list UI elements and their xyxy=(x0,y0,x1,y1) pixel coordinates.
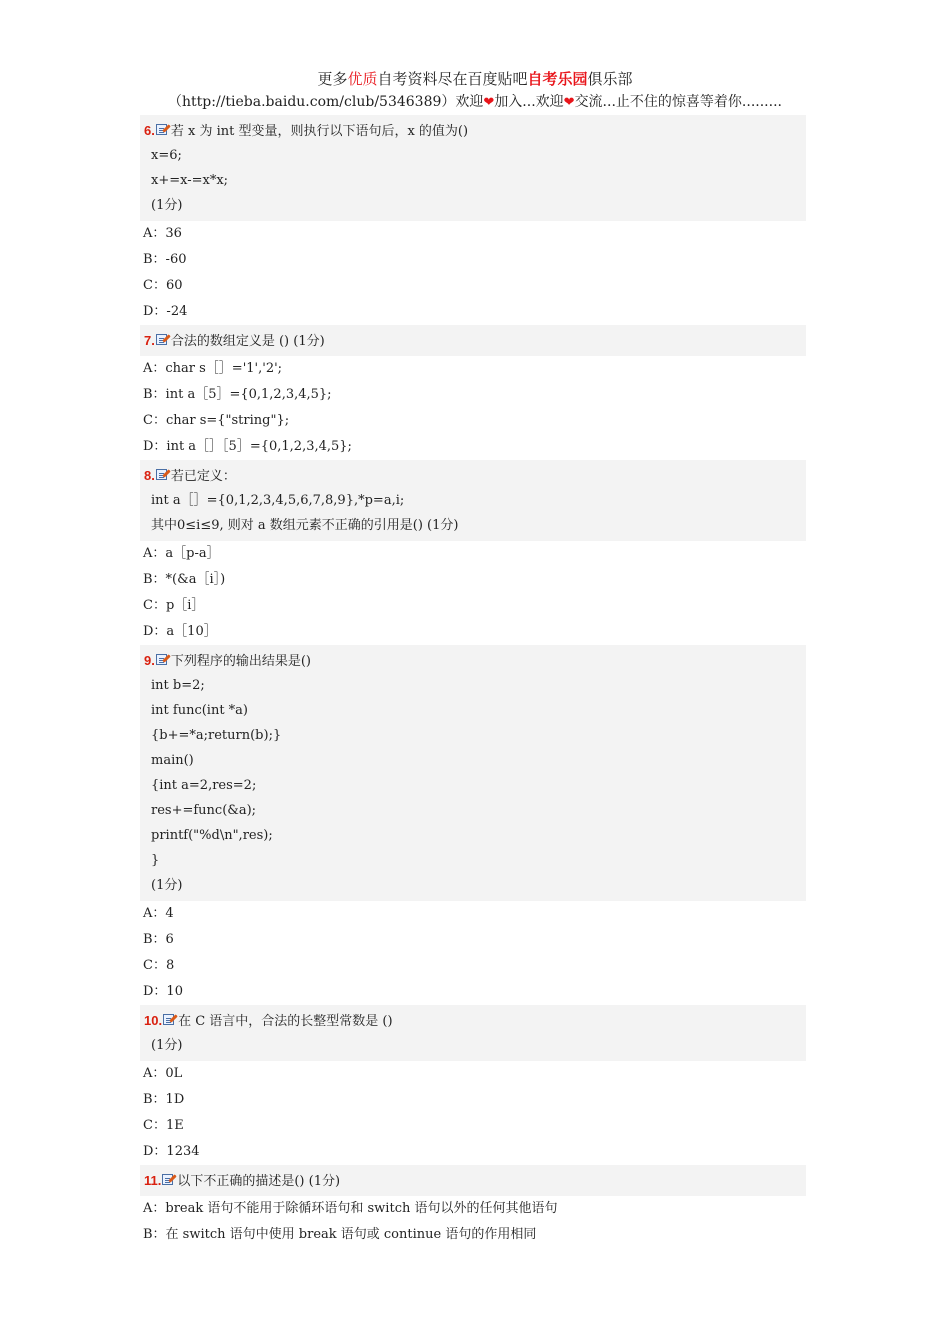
answer-option: C：p［i］ xyxy=(143,598,205,613)
question-line xyxy=(144,698,806,723)
question-text: 若已定义： xyxy=(170,469,236,484)
question-block xyxy=(140,645,806,901)
question-line xyxy=(144,673,806,698)
question-text: int func(int *a) xyxy=(151,703,249,718)
answer-option: B：6 xyxy=(143,932,174,947)
heart-icon: ❤ xyxy=(563,95,575,110)
question-text: 若 x 为 int 型变量，则执行以下语句后，x 的值为() xyxy=(170,124,469,139)
question-line xyxy=(144,748,806,773)
question-text: x=6; xyxy=(151,148,182,163)
question-text: printf("%d\n",res); xyxy=(151,828,273,843)
header-text: ）欢迎 xyxy=(441,94,484,110)
question-text: 在 C 语言中，合法的长整型常数是 () xyxy=(178,1014,393,1029)
answer-option: D：-24 xyxy=(143,304,188,319)
header-brand-text: 自考乐园 xyxy=(527,70,588,88)
header-text: 交流...止不住的惊喜等着你......... xyxy=(574,94,782,110)
answer-option: B：int a［5］={0,1,2,3,4,5}; xyxy=(143,387,332,402)
answer-option: D：int a［］［5］={0,1,2,3,4,5}; xyxy=(143,439,352,454)
question-number: 9. xyxy=(144,653,155,668)
question-stem xyxy=(144,118,806,143)
question-text: 以下不正确的描述是() (1分) xyxy=(177,1174,341,1189)
question-stem xyxy=(144,648,806,673)
question-number: 10. xyxy=(144,1013,163,1028)
question-block xyxy=(140,1165,806,1196)
header-text: 加入...欢迎 xyxy=(494,94,564,110)
question-line xyxy=(144,1033,806,1058)
question-text: int b=2; xyxy=(151,678,205,693)
edit-note-icon xyxy=(156,468,170,481)
answer-option: D：10 xyxy=(143,984,183,999)
answer-option: B：*(&a［i］) xyxy=(143,572,226,587)
question-line xyxy=(144,873,806,898)
header-link-line xyxy=(0,91,950,111)
header-promo-line xyxy=(0,68,950,89)
question-text: int a［］={0,1,2,3,4,5,6,7,8,9},*p=a,i; xyxy=(151,493,405,508)
question-text: } xyxy=(151,853,160,868)
edit-note-icon xyxy=(156,653,170,666)
answer-option: C：60 xyxy=(143,278,183,293)
question-text: (1分) xyxy=(151,1038,183,1053)
answer-option: D：a［10］ xyxy=(143,624,217,639)
answer-option: A：a［p-a］ xyxy=(143,546,220,561)
question-text: res+=func(&a); xyxy=(151,803,257,818)
answer-option: D：1234 xyxy=(143,1144,200,1159)
question-text: main() xyxy=(151,753,194,768)
question-line xyxy=(144,723,806,748)
answer-option: A：break 语句不能用于除循环语句和 switch 语句以外的任何其他语句 xyxy=(143,1201,558,1216)
question-line xyxy=(144,798,806,823)
question-line xyxy=(144,168,806,193)
question-block xyxy=(140,460,806,541)
question-text: 合法的数组定义是 () (1分) xyxy=(170,334,325,349)
answer-option: A：36 xyxy=(143,226,182,241)
question-line xyxy=(144,848,806,873)
question-text: {int a=2,res=2; xyxy=(151,778,257,793)
edit-note-icon xyxy=(162,1173,176,1186)
answer-option: A：0L xyxy=(143,1066,183,1081)
header-highlight-text: 优质 xyxy=(347,70,378,88)
answer-option: C：8 xyxy=(143,958,175,973)
answer-option: B：在 switch 语句中使用 break 语句或 continue 语句的作用相同 xyxy=(143,1227,537,1242)
question-text: (1分) xyxy=(151,198,183,213)
answer-option: C：char s={"string"}; xyxy=(143,413,290,428)
question-stem xyxy=(144,1008,806,1033)
question-block xyxy=(140,325,806,356)
question-text: (1分) xyxy=(151,878,183,893)
question-stem xyxy=(144,463,806,488)
question-text: 下列程序的输出结果是() xyxy=(170,654,311,669)
answer-option: B：1D xyxy=(143,1092,185,1107)
heart-icon: ❤ xyxy=(483,95,495,110)
header-text: 自考资料尽在百度贴吧 xyxy=(377,70,528,88)
question-stem xyxy=(144,1168,806,1193)
header-text: 俱乐部 xyxy=(587,70,633,88)
question-block xyxy=(140,1005,806,1061)
answer-option: A：4 xyxy=(143,906,174,921)
question-text: x+=x-=x*x; xyxy=(151,173,229,188)
question-stem xyxy=(144,328,806,353)
answer-option: C：1E xyxy=(143,1118,184,1133)
question-list xyxy=(140,115,806,1248)
header-text: 更多 xyxy=(317,70,348,88)
question-line xyxy=(144,823,806,848)
club-link[interactable]: http://tieba.baidu.com/club/5346389 xyxy=(182,94,442,110)
edit-note-icon xyxy=(156,333,170,346)
question-line xyxy=(144,773,806,798)
question-text: 其中0≤i≤9, 则对 a 数组元素不正确的引用是() (1分) xyxy=(151,518,459,533)
answer-option: A：char s［］='1','2'; xyxy=(143,361,283,376)
question-number: 7. xyxy=(144,333,155,348)
question-line xyxy=(144,488,806,513)
question-line xyxy=(144,143,806,168)
question-line xyxy=(144,513,806,538)
question-number: 6. xyxy=(144,123,155,138)
answer-option: B：-60 xyxy=(143,252,187,267)
edit-note-icon xyxy=(163,1013,177,1026)
header-text: （ xyxy=(168,94,183,110)
question-number: 11. xyxy=(144,1173,162,1188)
question-line xyxy=(144,193,806,218)
question-block xyxy=(140,115,806,221)
edit-note-icon xyxy=(156,123,170,136)
question-number: 8. xyxy=(144,468,155,483)
question-text: {b+=*a;return(b);} xyxy=(151,728,282,743)
